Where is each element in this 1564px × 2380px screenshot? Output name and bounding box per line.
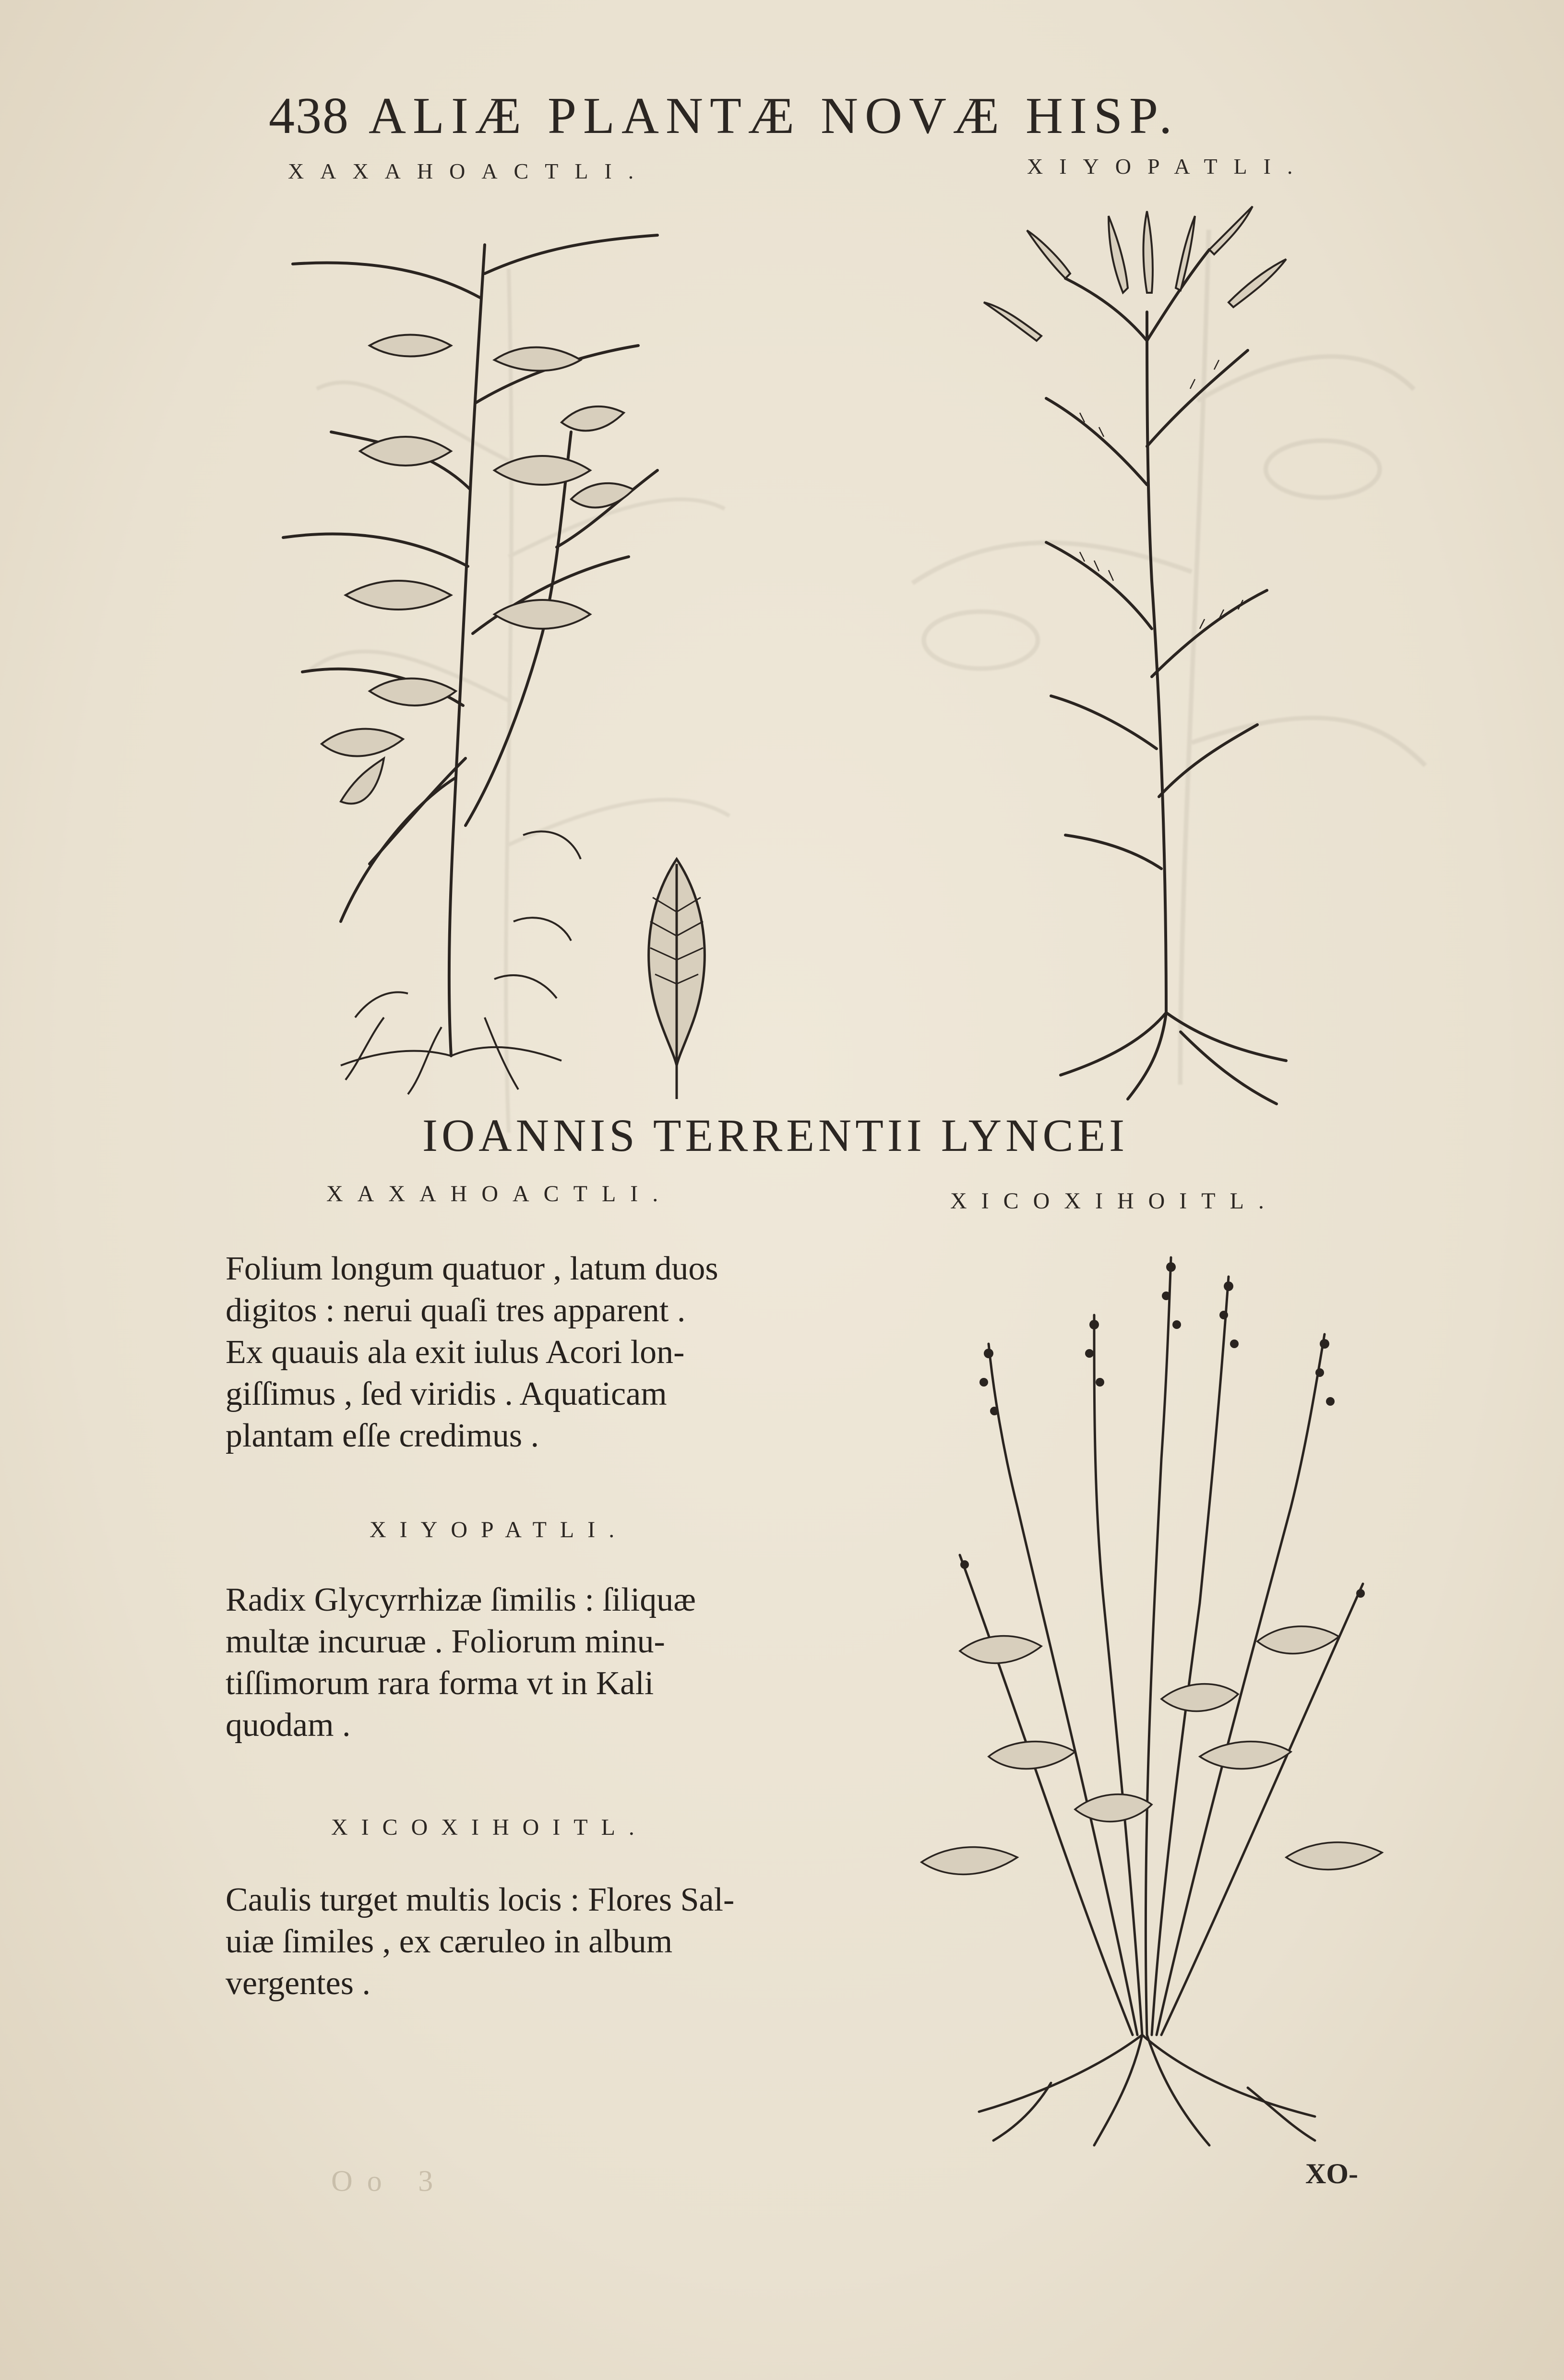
xicoxihoitl-woodcut [893,1219,1435,2160]
subcaption-xicoxihoitl: XICOXIHOITL. [950,1188,1278,1214]
text-line: tiſſimorum rara forma vt in Kali [226,1665,654,1702]
catchword: XO- [1305,2158,1358,2189]
text-line: Caulis turget multis locis : Flores Sal- [226,1881,735,1918]
caption-xiyopatli: XIYOPATLI. [1027,154,1309,179]
running-head [269,86,1325,146]
caption-xaxahoactli: XAXAHOACTLI. [288,159,650,183]
heading-xicoxihoitl: XICOXIHOITL. [331,1815,648,1840]
page-number: 438 [269,87,349,144]
entry-xaxahoactli [226,1248,840,1457]
xiyopatli-woodcut [941,197,1373,1109]
text-line: Ex quauis ala exit iulus Acori lon- [226,1334,685,1371]
entry-xiyopatli [226,1579,840,1746]
xicoxihoitl-drawing [893,1219,1435,2160]
running-title: ALIÆ PLANTÆ NOVÆ HISP. [369,87,1179,144]
text-line: giſſimus , ſed viridis . Aquaticam [226,1375,667,1412]
signature-ghost: Oo 3 [331,2165,448,2198]
text-line: digitos : nerui quaſi tres apparent . [226,1292,686,1329]
leaf-detail-woodcut [633,854,720,1104]
entry-xicoxihoitl [226,1879,840,2004]
text-line: Radix Glycyrrhizæ ſimilis : ſiliquæ [226,1581,696,1618]
text-line: Folium longum quatuor , latum duos [226,1250,718,1287]
xiyopatli-drawing [941,197,1373,1109]
text-line: multæ incuruæ . Foliorum minu- [226,1623,665,1660]
text-line: vergentes . [226,1965,370,2002]
heading-xiyopatli: XIYOPATLI. [370,1517,628,1543]
text-line: uiæ ſimiles , ex cæruleo in album [226,1923,673,1960]
text-line: plantam eſſe credimus . [226,1417,539,1454]
subcaption-xaxahoactli: XAXAHOACTLI. [326,1181,673,1207]
leaf-detail-drawing [633,854,720,1104]
author-heading: IOANNIS TERRENTII LYNCEI [422,1110,1129,1161]
text-line: quodam . [226,1707,351,1744]
